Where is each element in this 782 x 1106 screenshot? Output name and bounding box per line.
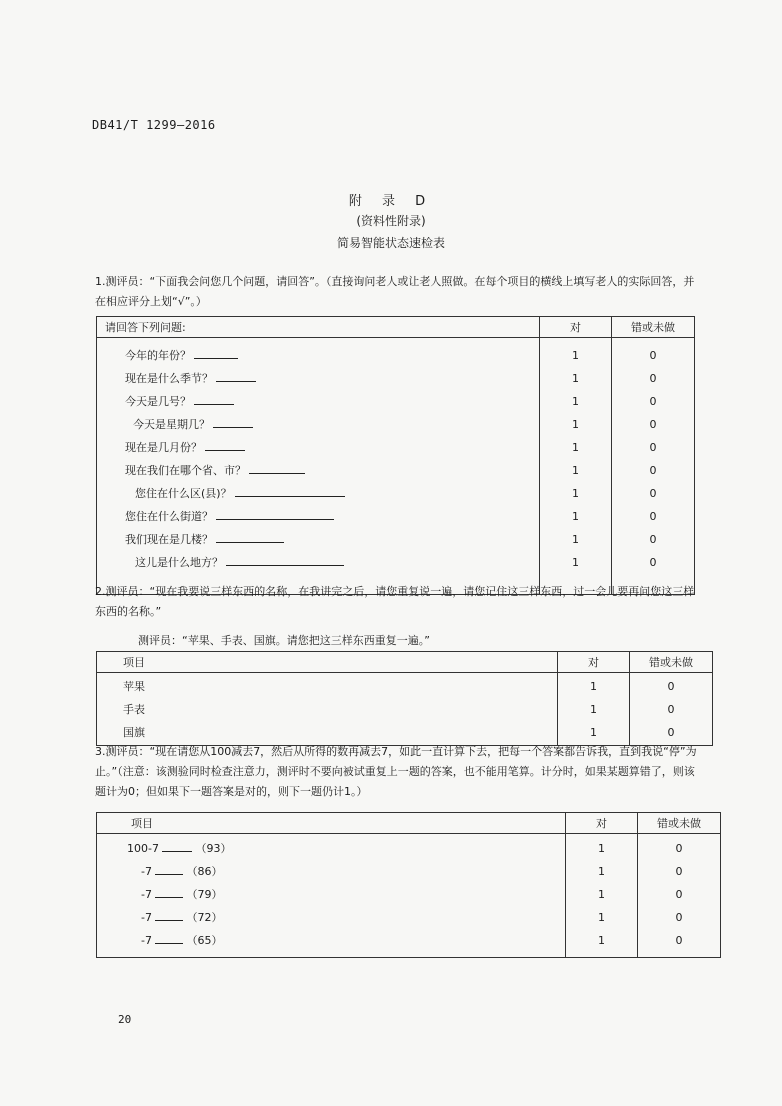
item-row: 国旗 (123, 726, 145, 739)
score-wrong[interactable]: 0 (675, 888, 683, 901)
question-row: 您住在什么街道？ (97, 505, 539, 528)
answer-blank[interactable] (216, 507, 334, 520)
appendix-nature: (资料性附录) (356, 214, 426, 228)
section3-table (96, 812, 721, 958)
appendix-title: 附 录 D (348, 194, 434, 209)
score-wrong[interactable]: 0 (675, 865, 683, 878)
question-row: 现在我们在哪个省、市？ (97, 459, 539, 482)
form-title: 简易智能状态速检表 (336, 236, 445, 250)
section2-header-correct: 对 (558, 652, 630, 673)
score-correct[interactable]: 1 (590, 703, 597, 716)
section2-header-item: 项目 (97, 652, 558, 673)
calc-row: -7 （79） (97, 883, 565, 906)
score-wrong[interactable]: 0 (675, 911, 683, 924)
score-wrong[interactable]: 0 (649, 487, 657, 500)
section1-header-item: 请回答下列问题: (97, 317, 540, 338)
score-correct[interactable]: 1 (572, 556, 579, 569)
item-row: 手表 (123, 703, 145, 716)
item-row: 苹果 (123, 680, 145, 693)
section1-intro: 1.测评员：“下面我会问您几个问题，请回答”。（直接询问老人或让老人照做。在每个项目的横线上填写老人的实际回答，并在相应评分上划“√”。） (95, 275, 695, 308)
question-row: 现在是几月份？ (97, 436, 539, 459)
section2-intro: 2.测评员：“现在我要说三样东西的名称，在我讲完之后，请您重复说一遍，请您记住这三样东西，过一会儿要再问您这三样东西的名称。” (95, 585, 695, 618)
score-correct[interactable]: 1 (598, 911, 605, 924)
answer-blank[interactable] (155, 885, 183, 898)
answer-blank[interactable] (213, 415, 253, 428)
answer-blank[interactable] (155, 908, 183, 921)
score-wrong[interactable]: 0 (649, 556, 657, 569)
score-wrong[interactable]: 0 (649, 441, 657, 454)
answer-blank[interactable] (216, 369, 256, 382)
score-wrong[interactable]: 0 (667, 680, 675, 693)
score-correct[interactable]: 1 (572, 395, 579, 408)
score-wrong[interactable]: 0 (649, 464, 657, 477)
answer-blank[interactable] (194, 392, 234, 405)
score-wrong[interactable]: 0 (667, 726, 675, 739)
calc-row: -7 （86） (97, 860, 565, 883)
score-wrong[interactable]: 0 (649, 372, 657, 385)
section2-table (96, 651, 713, 746)
calc-row: -7 （72） (97, 906, 565, 929)
question-row: 今天是星期几？ (97, 413, 539, 436)
standard-code: DB41/T 1299—2016 (92, 118, 216, 132)
score-correct[interactable]: 1 (590, 726, 597, 739)
score-wrong[interactable]: 0 (667, 703, 675, 716)
score-correct[interactable]: 1 (572, 464, 579, 477)
score-wrong[interactable]: 0 (649, 533, 657, 546)
section3-header-item: 项目 (97, 813, 566, 834)
page-number: 20 (118, 1013, 132, 1026)
section1-table (96, 316, 695, 595)
section3-intro: 3.测评员：“现在请您从100减去7，然后从所得的数再减去7，如此一直计算下去，把每一个答案都告诉我，直到我说“停”为止。”（注意：该测验同时检查注意力，测评时不要向被试重复上一题的答案，也不能用笔算。计分时，如果某题算错了，则该题计为0；但如果下一题答案是对的，则下一题仍计1。） (95, 745, 697, 798)
score-correct[interactable]: 1 (598, 888, 605, 901)
section3-header-correct: 对 (566, 813, 638, 834)
answer-blank[interactable] (155, 931, 183, 944)
question-row: 今天是几号？ (97, 390, 539, 413)
score-wrong[interactable]: 0 (649, 510, 657, 523)
question-row: 现在是什么季节？ (97, 367, 539, 390)
score-correct[interactable]: 1 (572, 418, 579, 431)
score-correct[interactable]: 1 (572, 441, 579, 454)
score-correct[interactable]: 1 (572, 349, 579, 362)
question-row: 我们现在是几楼？ (97, 528, 539, 551)
answer-blank[interactable] (194, 346, 238, 359)
score-correct[interactable]: 1 (572, 510, 579, 523)
answer-blank[interactable] (226, 553, 344, 566)
score-correct[interactable]: 1 (590, 680, 597, 693)
score-correct[interactable]: 1 (598, 865, 605, 878)
answer-blank[interactable] (235, 484, 345, 497)
score-correct[interactable]: 1 (598, 842, 605, 855)
score-wrong[interactable]: 0 (675, 842, 683, 855)
section1-header-correct: 对 (540, 317, 612, 338)
score-wrong[interactable]: 0 (675, 934, 683, 947)
score-correct[interactable]: 1 (598, 934, 605, 947)
section1-header-wrong: 错或未做 (612, 317, 695, 338)
calc-row: 100-7 （93） (97, 837, 565, 860)
answer-blank[interactable] (205, 438, 245, 451)
calc-row: -7 （65） (97, 929, 565, 952)
score-wrong[interactable]: 0 (649, 395, 657, 408)
score-correct[interactable]: 1 (572, 533, 579, 546)
answer-blank[interactable] (216, 530, 284, 543)
score-wrong[interactable]: 0 (649, 349, 657, 362)
score-correct[interactable]: 1 (572, 372, 579, 385)
score-wrong[interactable]: 0 (649, 418, 657, 431)
question-row: 这儿是什么地方？ (97, 551, 539, 574)
answer-blank[interactable] (162, 839, 192, 852)
score-correct[interactable]: 1 (572, 487, 579, 500)
question-row: 今年的年份？ (97, 344, 539, 367)
section2-prompt: 测评员：“苹果、手表、国旗。请您把这三样东西重复一遍。” (138, 634, 430, 647)
question-row: 您住在什么区(县)？ (97, 482, 539, 505)
section3-header-wrong: 错或未做 (638, 813, 721, 834)
answer-blank[interactable] (249, 461, 305, 474)
answer-blank[interactable] (155, 862, 183, 875)
section2-header-wrong: 错或未做 (630, 652, 713, 673)
